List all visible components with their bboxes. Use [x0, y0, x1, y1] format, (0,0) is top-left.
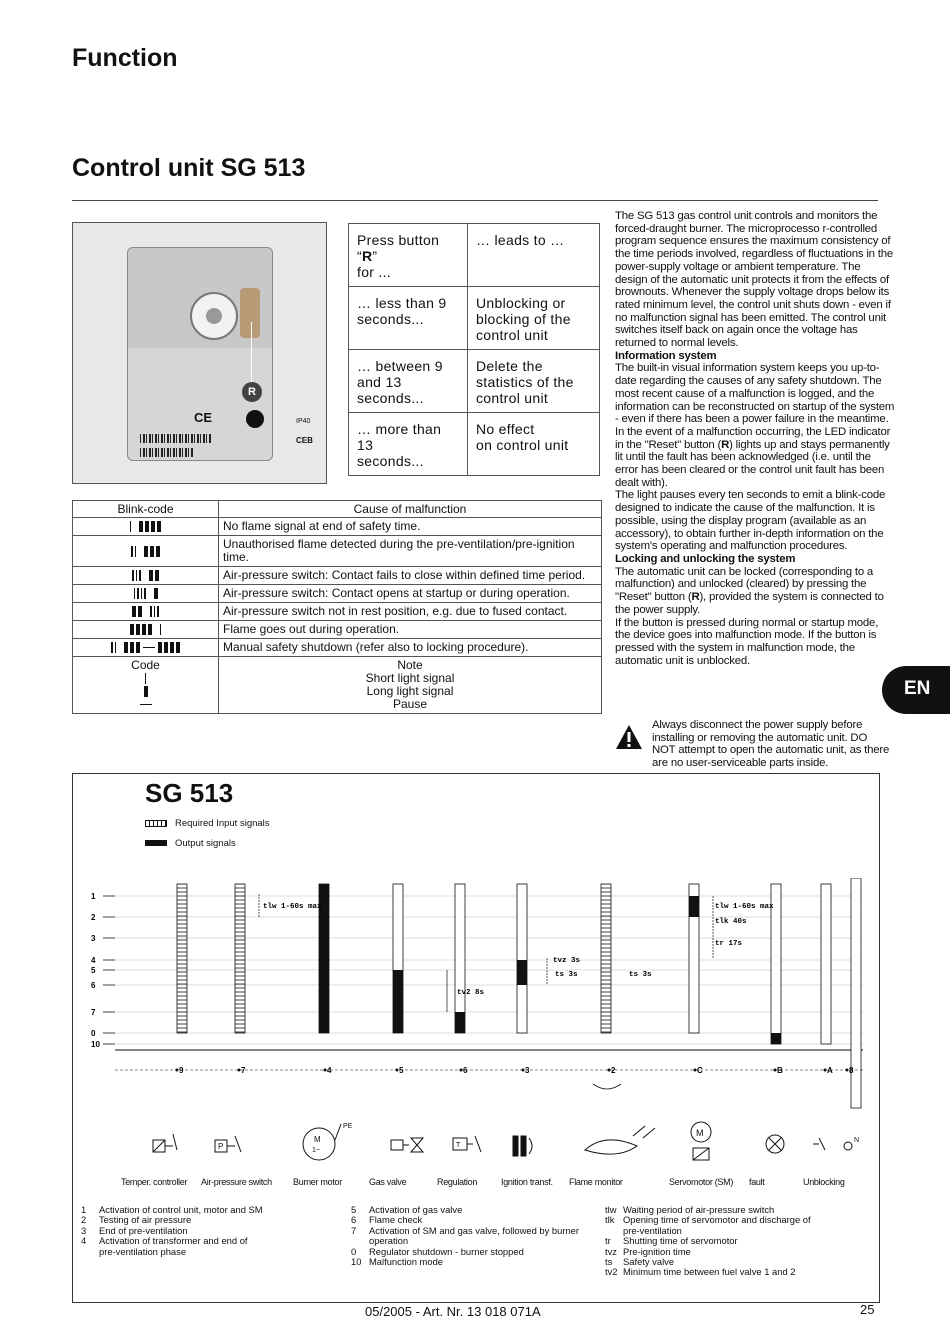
- blink-code-cell: [73, 536, 219, 567]
- pause-mark: [143, 647, 155, 648]
- svg-text:T: T: [456, 1142, 461, 1149]
- r-marker: R: [242, 382, 262, 402]
- legend-entry: tlw Waiting period of air-pressure switch: [605, 1204, 775, 1215]
- short-blink-mark: [115, 642, 117, 653]
- short-blink-mark: [135, 546, 137, 557]
- button-table-row: [349, 287, 600, 350]
- short-blink-mark: [136, 570, 138, 581]
- blink-header-cell: Blink-code: [73, 501, 219, 518]
- column-label: 2: [611, 1066, 616, 1075]
- info-paragraph-2: The light pauses every ten seconds to emit a blink-code designed to indicate the cause of the malfunction. It is possible, using the display program (available as an accessory), to obtain further in-depth information on the system's operating and malfunction procedures.: [615, 489, 886, 553]
- row-label: 3: [91, 934, 96, 943]
- short-blink-mark: [130, 521, 132, 532]
- legend-entry: ts Safety valve: [605, 1256, 675, 1268]
- long-blink-mark: [151, 521, 155, 532]
- row-label: 2: [91, 913, 96, 922]
- blink-table-row: [73, 536, 602, 567]
- barcode: [140, 448, 194, 457]
- control-unit-body: [127, 247, 313, 461]
- timing-label: tlw 1-60s max: [715, 903, 774, 911]
- component-label: Unblocking: [803, 1177, 845, 1187]
- reset-button-knob: [190, 292, 238, 340]
- button-table-row: [349, 413, 600, 476]
- blink-table-row: [73, 639, 602, 657]
- component-label: Regulation: [437, 1177, 478, 1187]
- thermostat-icon: [153, 1134, 177, 1152]
- long-blink-mark: [176, 642, 180, 653]
- svg-text:P: P: [218, 1142, 224, 1151]
- warning-text: Always disconnect the power supply before installing or removing the automatic unit. DO NOT attempt to open the automatic unit, as there are no user-serviceable parts inside.: [652, 719, 890, 770]
- legend-output: Output signals: [145, 838, 236, 849]
- component-label: Temper. controller: [121, 1177, 188, 1187]
- button-table-cell-left: Press button “R” for ...: [349, 224, 468, 287]
- legend-entry: pre-ventilation phase: [99, 1245, 187, 1257]
- column-label: A: [827, 1066, 833, 1075]
- component-label: Flame monitor: [569, 1177, 623, 1187]
- short-blink-mark: [137, 588, 139, 599]
- long-blink-mark: [158, 642, 162, 653]
- short-blink-mark: [134, 588, 136, 599]
- svg-text:PE: PE: [343, 1123, 353, 1130]
- component-label: fault: [749, 1177, 765, 1187]
- legend-entry: 2 Testing of air pressure: [81, 1214, 192, 1226]
- section-title: Control unit SG 513: [72, 154, 306, 182]
- legend-note: Pause: [392, 697, 428, 711]
- long-blink-mark: [157, 521, 161, 532]
- language-tab-label[interactable]: EN: [904, 678, 931, 699]
- regulation-icon: [453, 1136, 481, 1152]
- button-table-cell-left: … more than 13 seconds...: [349, 413, 468, 476]
- component-label: Burner motor: [293, 1177, 342, 1187]
- description-text: [615, 210, 895, 667]
- malfunction-cause: Flame goes out during operation.: [219, 621, 602, 639]
- column-label: 8: [849, 1066, 854, 1075]
- pause-mark: [140, 704, 152, 705]
- legend-note: Long light signal: [366, 684, 454, 698]
- row-label: 4: [91, 956, 96, 965]
- short-blink-mark: [160, 624, 162, 635]
- ceb-mark: CEB: [296, 436, 313, 445]
- long-blink-mark: [148, 624, 152, 635]
- blink-table-row: [73, 518, 602, 536]
- timing-label: tlk 40s: [715, 918, 747, 926]
- reset-button-table: [348, 223, 600, 476]
- timing-label: ts 3s: [629, 971, 652, 979]
- warning-icon: [615, 723, 643, 751]
- short-blink-mark: [157, 606, 159, 617]
- column-label: 4: [327, 1066, 332, 1075]
- input-signal-swatch: [145, 820, 167, 827]
- malfunction-cause: Manual safety shutdown (refer also to locking procedure).: [219, 639, 602, 657]
- long-blink-mark: [124, 642, 128, 653]
- page-title: Function: [72, 44, 178, 72]
- blink-code-table: [72, 500, 602, 714]
- ignition-transformer-icon: [513, 1136, 532, 1156]
- timing-label: tvz 3s: [553, 957, 581, 965]
- diagram-title: SG 513: [145, 778, 234, 808]
- lock-paragraph-2: If the button is pressed during normal or startup mode, the device goes into malfunction mode. If the button is pressed with the system in malfunction mode, the automatic unit is unblocked.: [615, 616, 879, 667]
- button-table-cell-left: … less than 9 seconds...: [349, 287, 468, 350]
- long-blink-mark: [144, 546, 148, 557]
- short-blink-mark: [139, 570, 141, 581]
- legend-entry: tv2 Minimum time between fuel valve 1 and 2: [605, 1266, 796, 1278]
- short-blink-mark: [150, 606, 152, 617]
- blink-code-cell: [73, 603, 219, 621]
- timing-label: tlw 1-60s max: [263, 903, 322, 911]
- short-blink-mark: [141, 588, 143, 599]
- short-blink-mark: [144, 588, 146, 599]
- column-label: B: [777, 1066, 783, 1075]
- blink-table-row: [73, 621, 602, 639]
- long-blink-mark: [155, 570, 159, 581]
- signal-column: [601, 884, 611, 1033]
- barcode: [140, 434, 212, 443]
- timing-chart: [73, 878, 879, 1112]
- device-photo: [72, 222, 327, 484]
- legend-entry: 5 Activation of gas valve: [351, 1204, 463, 1215]
- short-blink-mark: [145, 673, 147, 684]
- column-label: 5: [399, 1066, 404, 1075]
- legend-entry: tvz Pre-ignition time: [605, 1245, 691, 1257]
- blink-table-row: [73, 603, 602, 621]
- button-table-cell-right: Delete the statistics of the control unit: [468, 350, 600, 413]
- pressure-switch-icon: [215, 1136, 241, 1152]
- blink-code-cell: [73, 567, 219, 585]
- gas-valve-icon: [391, 1138, 423, 1152]
- timing-diagram: [72, 773, 880, 1303]
- blink-table-row: [73, 585, 602, 603]
- component-label: Ignition transf.: [501, 1177, 553, 1187]
- row-label: 0: [91, 1029, 96, 1038]
- signal-column: [235, 884, 245, 1033]
- legend-entry: 4 Activation of transformer and end of: [81, 1235, 248, 1247]
- long-blink-mark: [154, 588, 158, 599]
- legend-entry: 10 Malfunction mode: [351, 1256, 443, 1268]
- row-label: 5: [91, 966, 96, 975]
- malfunction-cause: No flame signal at end of safety time.: [219, 518, 602, 536]
- malfunction-cause: Air-pressure switch: Contact fails to close within defined time period.: [219, 567, 602, 585]
- legend-entry: tlk Opening time of servomotor and discharge of: [605, 1214, 811, 1226]
- blink-code-cell: [73, 639, 219, 657]
- legend-entry: tr Shutting time of servomotor: [605, 1235, 738, 1247]
- blink-table-row: [73, 567, 602, 585]
- blink-legend-row: [73, 657, 602, 714]
- short-blink-mark: [131, 546, 133, 557]
- long-blink-mark: [149, 570, 153, 581]
- short-blink-mark: [154, 606, 156, 617]
- svg-text:M: M: [314, 1135, 321, 1144]
- button-table-cell-left: … between 9 and 13 seconds...: [349, 350, 468, 413]
- legend-input: Required Input signals: [145, 818, 270, 829]
- lock-heading: Locking and unlocking the system: [615, 552, 796, 565]
- column-label: 3: [525, 1066, 530, 1075]
- servomotor-icon: [691, 1122, 711, 1160]
- legend-entry: 6 Flame check: [351, 1214, 423, 1226]
- long-blink-mark: [144, 686, 148, 697]
- intro-paragraph: The SG 513 gas control unit controls and monitors the forced-draught burner. The microprocesso r-controlled program sequence ensures the maximum consistency of the time periods involved, regardless of fluctuations in the power-supply voltage or ambient temperature. The design of the automatic unit protects it from the effects of brownouts. Whenever the supply voltage drops below its rated minimum level, the control unit shuts down - even if no malfunction signal has been emitted. The control unit switches itself back on again once the voltage has returned to normal levels.: [615, 210, 893, 350]
- legend-entry: pre-ventilation: [623, 1224, 682, 1236]
- footer-doc-ref: 05/2005 - Art. Nr. 13 018 071A: [365, 1304, 541, 1319]
- legend-entry: 1 Activation of control unit, motor and SM: [81, 1204, 263, 1215]
- signal-column: [821, 884, 831, 1044]
- blink-code-cell: [73, 518, 219, 536]
- component-label: Air-pressure switch: [201, 1177, 272, 1187]
- blink-table-header: [73, 501, 602, 518]
- unblocking-button-icon: [813, 1137, 859, 1150]
- signal-column: [455, 884, 465, 1033]
- legend-entry: 7 Activation of SM and gas valve, followed by burner: [351, 1224, 580, 1236]
- svg-text:N: N: [854, 1137, 860, 1144]
- ip-rating: IP40: [296, 418, 311, 425]
- signal-column: [517, 884, 527, 1033]
- flame-monitor-icon: [585, 1126, 655, 1154]
- info-paragraph: The built-in visual information system keeps you up-to-date regarding the causes of any safety shutdown. The most recent cause of a malfunction is logged, and the information can be reconstructed on startup of the system - even if there has been a power failure in the meantime. In the event of a malfunction occurring, the LED indicator in the "Reset" button (R) lights up and stays permanently lit until the fault has been acknowledged (i.e. until the error has been cleared or the control unit fault has been dealt with).: [615, 362, 895, 489]
- long-blink-mark: [150, 546, 154, 557]
- output-signal-bar: [393, 970, 403, 1033]
- malfunction-cause: Unauthorised flame detected during the pre-ventilation/pre-ignition time.: [219, 536, 602, 567]
- component-icons: [73, 1114, 879, 1174]
- motor-icon: [303, 1123, 353, 1160]
- column-label: 9: [179, 1066, 184, 1075]
- svg-text:M: M: [696, 1128, 704, 1138]
- page-number: 25: [860, 1302, 875, 1317]
- long-blink-mark: [164, 642, 168, 653]
- legend-note-cell: Note Short light signal Long light signal Pause: [219, 657, 602, 714]
- timing-label: ts 3s: [555, 971, 578, 979]
- timing-label: tv2 8s: [457, 989, 485, 997]
- component-label: Servomotor (SM): [669, 1177, 734, 1187]
- column-label: 6: [463, 1066, 468, 1075]
- long-blink-mark: [156, 546, 160, 557]
- ce-mark: CE: [194, 410, 213, 425]
- blink-code-cell: [73, 585, 219, 603]
- long-blink-mark: [139, 521, 143, 532]
- output-signal-swatch: [145, 840, 167, 846]
- button-table-row: [349, 350, 600, 413]
- legend-entry: 0 Regulator shutdown - burner stopped: [351, 1245, 524, 1257]
- timing-label: tr 17s: [715, 940, 743, 948]
- long-blink-mark: [136, 642, 140, 653]
- lock-paragraph: The automatic unit can be locked (corresponding to a malfunction) and unlocked (cleared) by pressing the "Reset" button (R), provided the system is connected to the power supply.: [615, 565, 884, 616]
- blink-header-cell: Cause of malfunction: [219, 501, 602, 518]
- long-blink-mark: [136, 624, 140, 635]
- divider: [72, 200, 878, 201]
- row-label: 1: [91, 892, 96, 901]
- legend-entry: 3 End of pre-ventilation: [81, 1224, 188, 1236]
- legend-column-2: [351, 1205, 579, 1267]
- button-table-cell-right: No effect on control unit: [468, 413, 600, 476]
- output-signal-bar: [689, 896, 699, 917]
- malfunction-cause: Air-pressure switch not in rest position, e.g. due to fused contact.: [219, 603, 602, 621]
- output-signal-bar: [771, 1033, 781, 1044]
- component-label: Gas valve: [369, 1177, 407, 1187]
- capacitor: [240, 288, 260, 338]
- legend-column-3: [605, 1205, 811, 1278]
- row-label: 7: [91, 1008, 96, 1017]
- row-label: 6: [91, 981, 96, 990]
- button-table-row: [349, 224, 600, 287]
- short-blink-mark: [111, 642, 113, 653]
- row-label: 10: [91, 1040, 100, 1049]
- long-blink-mark: [170, 642, 174, 653]
- legend-column-1: [81, 1205, 263, 1257]
- long-blink-mark: [145, 521, 149, 532]
- led-indicator: [246, 410, 264, 428]
- legend-note: Short light signal: [365, 671, 455, 685]
- loop-brace: [593, 1084, 621, 1089]
- svg-text:1~: 1~: [312, 1147, 320, 1154]
- legend-code-cell: Code: [73, 657, 219, 714]
- long-blink-mark: [132, 606, 136, 617]
- long-blink-mark: [130, 642, 134, 653]
- long-blink-mark: [142, 624, 146, 635]
- malfunction-cause: Air-pressure switch: Contact opens at startup or during operation.: [219, 585, 602, 603]
- output-signal-bar: [455, 1012, 465, 1033]
- column-label: 7: [241, 1066, 246, 1075]
- output-signal-bar: [517, 960, 527, 985]
- legend-entry: operation: [369, 1235, 409, 1247]
- long-blink-mark: [130, 624, 134, 635]
- signal-column: [177, 884, 187, 1033]
- button-table-cell-right: … leads to …: [468, 224, 600, 287]
- fault-lamp-icon: [766, 1135, 784, 1153]
- button-table-cell-right: Unblocking or blocking of the control unit: [468, 287, 600, 350]
- short-blink-mark: [132, 570, 134, 581]
- long-blink-mark: [138, 606, 142, 617]
- info-heading: Information system: [615, 349, 717, 362]
- column-label: C: [697, 1066, 703, 1075]
- blink-code-cell: [73, 621, 219, 639]
